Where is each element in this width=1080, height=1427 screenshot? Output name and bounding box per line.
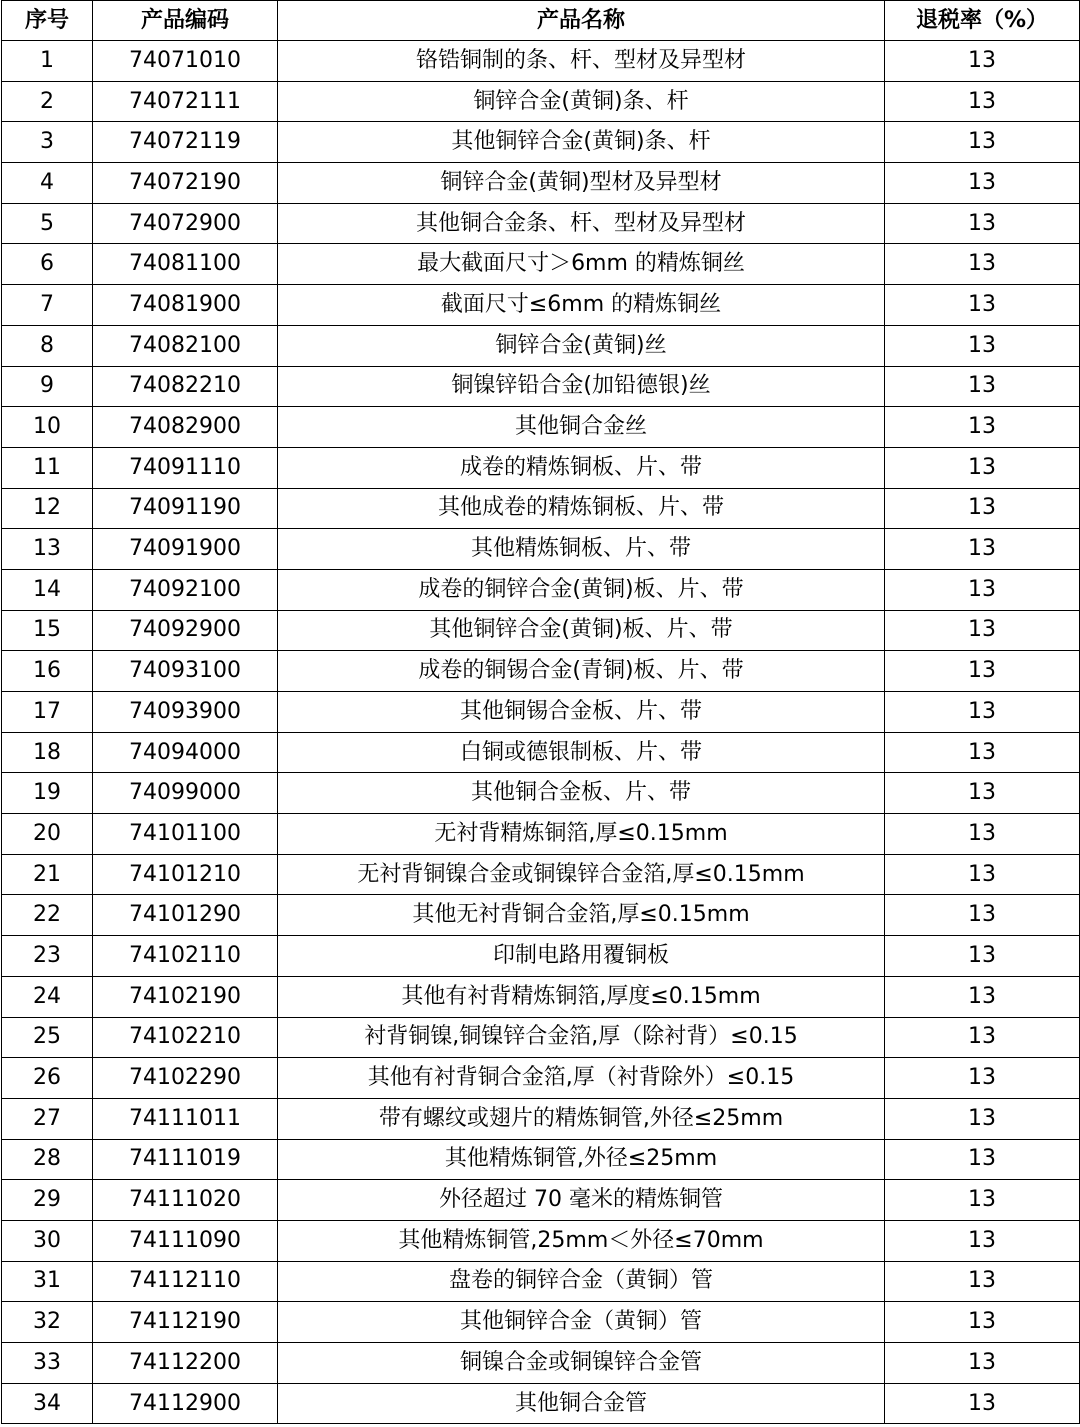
cell-name: 其他精炼铜管,外径≤25mm xyxy=(278,1139,885,1180)
table-row xyxy=(2,244,1080,285)
cell-rate: 13 xyxy=(885,814,1080,855)
table-row xyxy=(2,651,1080,692)
cell-seq: 28 xyxy=(2,1139,93,1180)
cell-rate: 13 xyxy=(885,1098,1080,1139)
table-row xyxy=(2,529,1080,570)
cell-seq: 31 xyxy=(2,1261,93,1302)
cell-name: 无衬背铜镍合金或铜镍锌合金箔,厚≤0.15mm xyxy=(278,854,885,895)
cell-code: 74102110 xyxy=(93,936,278,977)
cell-seq: 8 xyxy=(2,325,93,366)
cell-code: 74092100 xyxy=(93,569,278,610)
table-row xyxy=(2,936,1080,977)
cell-code: 74102290 xyxy=(93,1058,278,1099)
cell-name: 其他铜合金丝 xyxy=(278,407,885,448)
cell-rate: 13 xyxy=(885,81,1080,122)
cell-rate: 13 xyxy=(885,366,1080,407)
cell-rate: 13 xyxy=(885,244,1080,285)
cell-code: 74071010 xyxy=(93,41,278,82)
cell-rate: 13 xyxy=(885,895,1080,936)
cell-seq: 5 xyxy=(2,203,93,244)
cell-seq: 16 xyxy=(2,651,93,692)
table-row xyxy=(2,814,1080,855)
cell-rate: 13 xyxy=(885,122,1080,163)
cell-rate: 13 xyxy=(885,41,1080,82)
table-row xyxy=(2,569,1080,610)
cell-name: 带有螺纹或翅片的精炼铜管,外径≤25mm xyxy=(278,1098,885,1139)
cell-code: 74101290 xyxy=(93,895,278,936)
cell-rate: 13 xyxy=(885,1220,1080,1261)
cell-code: 74102190 xyxy=(93,976,278,1017)
cell-rate: 13 xyxy=(885,651,1080,692)
table-row xyxy=(2,203,1080,244)
table-row xyxy=(2,407,1080,448)
cell-rate: 13 xyxy=(885,285,1080,326)
cell-name: 无衬背精炼铜箔,厚≤0.15mm xyxy=(278,814,885,855)
table-row xyxy=(2,81,1080,122)
table-row xyxy=(2,1180,1080,1221)
cell-seq: 23 xyxy=(2,936,93,977)
cell-seq: 30 xyxy=(2,1220,93,1261)
table-row xyxy=(2,366,1080,407)
cell-rate: 13 xyxy=(885,163,1080,204)
table-row xyxy=(2,1261,1080,1302)
header-row xyxy=(2,1,1080,41)
cell-name: 白铜或德银制板、片、带 xyxy=(278,732,885,773)
cell-name: 外径超过 70 毫米的精炼铜管 xyxy=(278,1180,885,1221)
cell-rate: 13 xyxy=(885,692,1080,733)
cell-code: 74091110 xyxy=(93,447,278,488)
cell-code: 74101100 xyxy=(93,814,278,855)
cell-rate: 13 xyxy=(885,1017,1080,1058)
cell-code: 74082210 xyxy=(93,366,278,407)
cell-code: 74093900 xyxy=(93,692,278,733)
cell-code: 74081100 xyxy=(93,244,278,285)
cell-rate: 13 xyxy=(885,447,1080,488)
cell-name: 成卷的铜锌合金(黄铜)板、片、带 xyxy=(278,569,885,610)
cell-rate: 13 xyxy=(885,610,1080,651)
cell-seq: 4 xyxy=(2,163,93,204)
cell-name: 其他无衬背铜合金箔,厚≤0.15mm xyxy=(278,895,885,936)
cell-seq: 12 xyxy=(2,488,93,529)
cell-seq: 34 xyxy=(2,1383,93,1424)
cell-code: 74072190 xyxy=(93,163,278,204)
cell-code: 74093100 xyxy=(93,651,278,692)
table-row xyxy=(2,1098,1080,1139)
cell-seq: 26 xyxy=(2,1058,93,1099)
cell-rate: 13 xyxy=(885,1058,1080,1099)
table-row xyxy=(2,610,1080,651)
cell-rate: 13 xyxy=(885,488,1080,529)
cell-seq: 7 xyxy=(2,285,93,326)
cell-seq: 15 xyxy=(2,610,93,651)
table-row xyxy=(2,1220,1080,1261)
cell-seq: 19 xyxy=(2,773,93,814)
cell-name: 其他有衬背精炼铜箔,厚度≤0.15mm xyxy=(278,976,885,1017)
cell-code: 74111090 xyxy=(93,1220,278,1261)
header-seq: 序号 xyxy=(2,1,93,41)
cell-seq: 21 xyxy=(2,854,93,895)
cell-code: 74082100 xyxy=(93,325,278,366)
cell-seq: 9 xyxy=(2,366,93,407)
cell-name: 铜锌合金(黄铜)丝 xyxy=(278,325,885,366)
table-row xyxy=(2,1343,1080,1384)
cell-code: 74111019 xyxy=(93,1139,278,1180)
table-row xyxy=(2,1017,1080,1058)
cell-seq: 2 xyxy=(2,81,93,122)
header-code: 产品编码 xyxy=(93,1,278,41)
table-row xyxy=(2,163,1080,204)
cell-rate: 13 xyxy=(885,529,1080,570)
cell-code: 74072119 xyxy=(93,122,278,163)
cell-name: 最大截面尺寸＞6mm 的精炼铜丝 xyxy=(278,244,885,285)
cell-name: 其他精炼铜管,25mm＜外径≤70mm xyxy=(278,1220,885,1261)
table-row xyxy=(2,976,1080,1017)
table-row xyxy=(2,895,1080,936)
table-row xyxy=(2,1139,1080,1180)
cell-seq: 18 xyxy=(2,732,93,773)
cell-code: 74091900 xyxy=(93,529,278,570)
table-row xyxy=(2,325,1080,366)
table-row xyxy=(2,488,1080,529)
cell-seq: 17 xyxy=(2,692,93,733)
cell-rate: 13 xyxy=(885,976,1080,1017)
table-row xyxy=(2,773,1080,814)
cell-code: 74112200 xyxy=(93,1343,278,1384)
cell-rate: 13 xyxy=(885,1180,1080,1221)
cell-seq: 3 xyxy=(2,122,93,163)
cell-name: 其他铜锌合金（黄铜）管 xyxy=(278,1302,885,1343)
cell-rate: 13 xyxy=(885,773,1080,814)
cell-seq: 24 xyxy=(2,976,93,1017)
cell-code: 74094000 xyxy=(93,732,278,773)
cell-code: 74112900 xyxy=(93,1383,278,1424)
table-row xyxy=(2,692,1080,733)
cell-name: 成卷的精炼铜板、片、带 xyxy=(278,447,885,488)
cell-seq: 27 xyxy=(2,1098,93,1139)
cell-rate: 13 xyxy=(885,732,1080,773)
table-row xyxy=(2,41,1080,82)
cell-code: 74072900 xyxy=(93,203,278,244)
cell-name: 铜锌合金(黄铜)条、杆 xyxy=(278,81,885,122)
table-row xyxy=(2,854,1080,895)
cell-code: 74111011 xyxy=(93,1098,278,1139)
cell-code: 74082900 xyxy=(93,407,278,448)
cell-code: 74099000 xyxy=(93,773,278,814)
cell-code: 74101210 xyxy=(93,854,278,895)
cell-name: 铜镍合金或铜镍锌合金管 xyxy=(278,1343,885,1384)
cell-name: 其他铜合金条、杆、型材及异型材 xyxy=(278,203,885,244)
table-row xyxy=(2,732,1080,773)
cell-seq: 25 xyxy=(2,1017,93,1058)
cell-name: 其他有衬背铜合金箔,厚（衬背除外）≤0.15 xyxy=(278,1058,885,1099)
cell-rate: 13 xyxy=(885,936,1080,977)
cell-seq: 14 xyxy=(2,569,93,610)
cell-name: 其他精炼铜板、片、带 xyxy=(278,529,885,570)
header-name: 产品名称 xyxy=(278,1,885,41)
cell-name: 铜镍锌铅合金(加铅德银)丝 xyxy=(278,366,885,407)
table-row xyxy=(2,122,1080,163)
cell-name: 成卷的铜锡合金(青铜)板、片、带 xyxy=(278,651,885,692)
cell-name: 截面尺寸≤6mm 的精炼铜丝 xyxy=(278,285,885,326)
cell-seq: 20 xyxy=(2,814,93,855)
cell-rate: 13 xyxy=(885,854,1080,895)
cell-code: 74091190 xyxy=(93,488,278,529)
cell-name: 其他铜锌合金(黄铜)条、杆 xyxy=(278,122,885,163)
cell-name: 其他成卷的精炼铜板、片、带 xyxy=(278,488,885,529)
cell-seq: 32 xyxy=(2,1302,93,1343)
cell-code: 74081900 xyxy=(93,285,278,326)
cell-seq: 10 xyxy=(2,407,93,448)
cell-name: 其他铜锌合金(黄铜)板、片、带 xyxy=(278,610,885,651)
cell-code: 74102210 xyxy=(93,1017,278,1058)
cell-rate: 13 xyxy=(885,407,1080,448)
cell-seq: 33 xyxy=(2,1343,93,1384)
cell-code: 74112190 xyxy=(93,1302,278,1343)
cell-code: 74111020 xyxy=(93,1180,278,1221)
cell-rate: 13 xyxy=(885,1383,1080,1424)
table-row xyxy=(2,1383,1080,1424)
cell-code: 74092900 xyxy=(93,610,278,651)
cell-code: 74112110 xyxy=(93,1261,278,1302)
cell-rate: 13 xyxy=(885,1139,1080,1180)
cell-seq: 22 xyxy=(2,895,93,936)
cell-name: 衬背铜镍,铜镍锌合金箔,厚（除衬背）≤0.15 xyxy=(278,1017,885,1058)
header-rate: 退税率（%） xyxy=(885,1,1080,41)
cell-name: 印制电路用覆铜板 xyxy=(278,936,885,977)
cell-rate: 13 xyxy=(885,203,1080,244)
cell-seq: 29 xyxy=(2,1180,93,1221)
cell-seq: 13 xyxy=(2,529,93,570)
cell-code: 74072111 xyxy=(93,81,278,122)
cell-name: 铜锌合金(黄铜)型材及异型材 xyxy=(278,163,885,204)
cell-seq: 6 xyxy=(2,244,93,285)
cell-rate: 13 xyxy=(885,569,1080,610)
cell-name: 其他铜锡合金板、片、带 xyxy=(278,692,885,733)
cell-name: 铬锆铜制的条、杆、型材及异型材 xyxy=(278,41,885,82)
table-row xyxy=(2,1302,1080,1343)
cell-rate: 13 xyxy=(885,1343,1080,1384)
cell-name: 其他铜合金板、片、带 xyxy=(278,773,885,814)
cell-rate: 13 xyxy=(885,325,1080,366)
tax-rebate-table xyxy=(1,0,1080,1424)
cell-name: 盘卷的铜锌合金（黄铜）管 xyxy=(278,1261,885,1302)
table-row xyxy=(2,1058,1080,1099)
cell-seq: 1 xyxy=(2,41,93,82)
cell-seq: 11 xyxy=(2,447,93,488)
table-row xyxy=(2,285,1080,326)
table-row xyxy=(2,447,1080,488)
cell-name: 其他铜合金管 xyxy=(278,1383,885,1424)
cell-rate: 13 xyxy=(885,1261,1080,1302)
cell-rate: 13 xyxy=(885,1302,1080,1343)
